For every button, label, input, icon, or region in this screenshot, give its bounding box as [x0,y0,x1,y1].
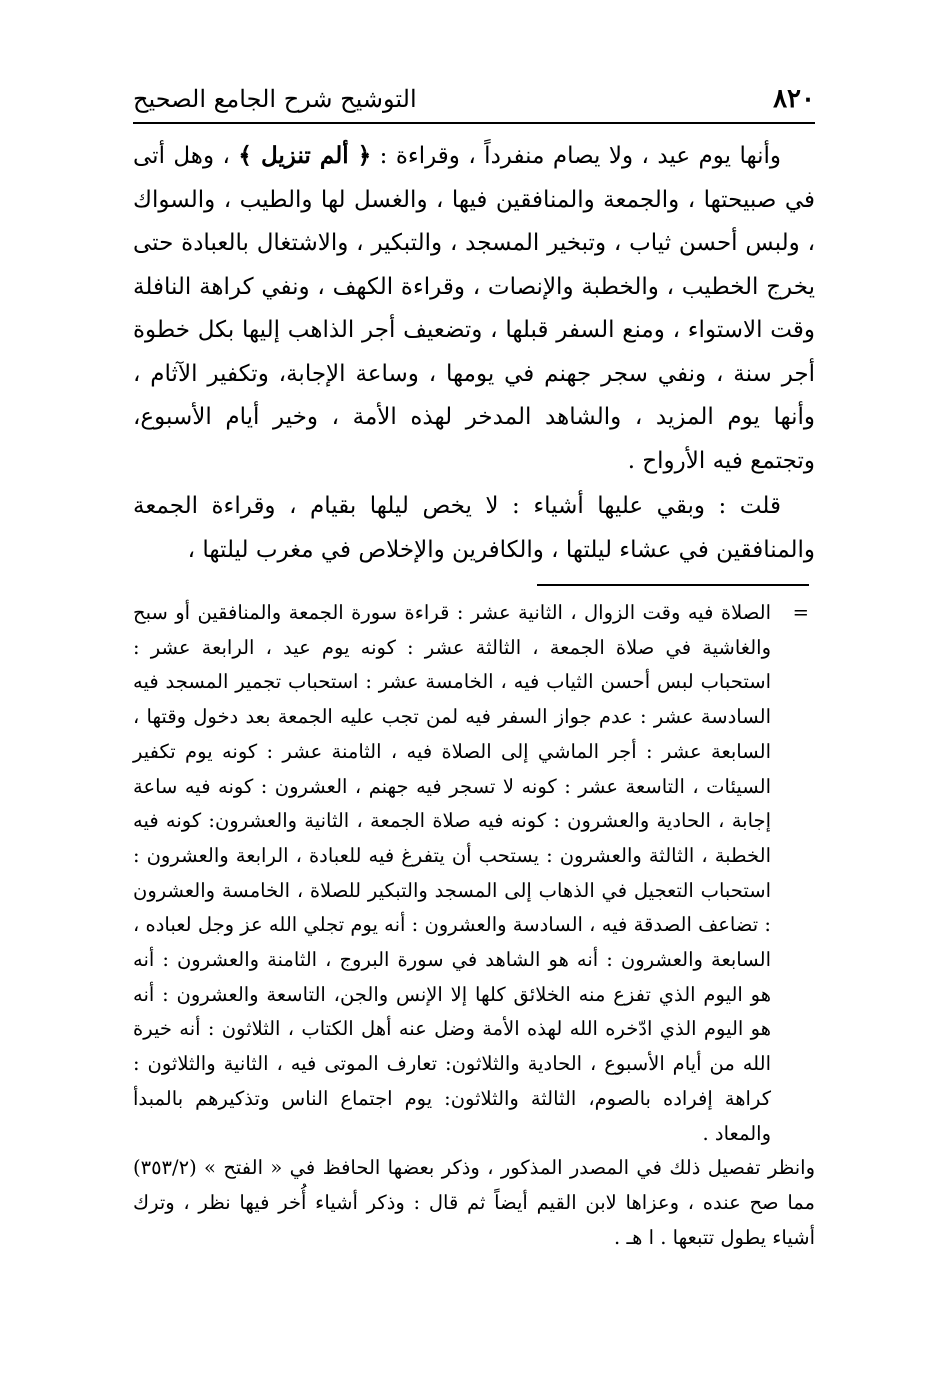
footnote-continuation-text: الصلاة فيه وقت الزوال ، الثانية عشر : قراءة سورة الجمعة والمنافقين أو سبح والغاشية في صلاة الجمعة ، الثالثة عشر : كونه يوم عيد ، الرابعة عشر : استحباب لبس أحسن الثياب فيه ، الخامسة عشر : استحباب تجمير المسجد فيه السادسة عشر : عدم جواز السفر فيه لمن تجب عليه الجمعة بعد دخول وقتها ، السابعة عشر : أجر الماشي إلى الصلاة فيه ، الثامنة عشر : كونه يوم تكفير السيئات ، التاسعة عشر : كونه لا تسجر فيه جهنم ، العشرون : كونه فيه ساعة إجابة ، الحادية والعشرون : كونه فيه صلاة الجمعة ، الثانية والعشرون: كونه فيه الخطبة ، الثالثة والعشرون : يستحب أن يتفرغ فيه للعبادة ، الرابعة والعشرون : استحباب التعجيل في الذهاب إلى المسجد والتبكير للصلاة ، الخامسة والعشرون : تضاعف الصدقة فيه ، السادسة والعشرون : أنه يوم تجلي الله عز وجل لعباده ، السابعة والعشرون : أنه هو الشاهد في سورة البروج ، الثامنة والعشرون : أنه هو اليوم الذي تفزع منه الخلائق كلها إلا الإنس والجن، التاسعة والعشرون : أنه هو اليوم الذي ادّخره الله لهذه الأمة وضل عنه أهل الكتاب ، الثلاثون : أنه خيرة الله من أيام الأسبوع ، الحادية والثلاثون: تعارف الموتى فيه ، الثانية والثلاثون : كراهة إفراده بالصوم، الثالثة والثلاثون: يوم اجتماع الناس وتذكيرهم بالمبدأ والمعاد . [133,601,771,1145]
footnote-divider [537,584,809,586]
continuation-mark: = [792,601,809,624]
page-number: ٨٢٠ [773,84,815,114]
running-title: التوشيح شرح الجامع الصحيح [133,85,417,113]
header-divider [133,122,815,124]
footnote-tail: وانظر تفصيل ذلك في المصدر المذكور ، وذكر بعضها الحافظ في « الفتح » (٣٥٣/٢) مما صح عنده ، وعزاها لابن القيم أيضاً ثم قال : وذكر أشياء أُخر فيها نظر ، وترك أشياء يطول تتبعها . ا هـ . [133,1156,815,1249]
page-header [133,82,815,120]
footnotes [133,596,815,1255]
main-paragraph-1 [133,134,815,483]
quran-citation: ﴿ ألم تنزيل ﴾ [238,142,372,169]
main-text [133,134,815,572]
main-paragraph-1-start: وأنها يوم عيد ، ولا يصام منفرداً ، وقراءة : [371,143,781,169]
main-paragraph-2: قلت : وبقي عليها أشياء : لا يخص ليلها بقيام ، وقراءة الجمعة والمنافقين في عشاء ليلتها ، والكافرين والإخلاص في مغرب ليلتها ، [133,493,815,563]
footnote-continuation [133,596,815,1151]
main-paragraph-1-rest: ، وهل أتى في صبيحتها ، والجمعة والمنافقين فيها ، والغسل لها والطيب ، والسواك ، ولبس أحسن ثياب ، وتبخير المسجد ، والتبكير ، والاشتغال بالعبادة حتى يخرج الخطيب ، والخطبة والإنصات ، وقراءة الكهف ، ونفي كراهة النافلة وقت الاستواء ، ومنع السفر قبلها ، وتضعيف أجر الذاهب إليها بكل خطوة أجر سنة ، ونفي سجر جهنم في يومها ، وساعة الإجابة، وتكفير الآثام ، وأنها يوم المزيد ، والشاهد المدخر لهذه الأمة ، وخير أيام الأسبوع، وتجتمع فيه الأرواح . [133,143,815,474]
